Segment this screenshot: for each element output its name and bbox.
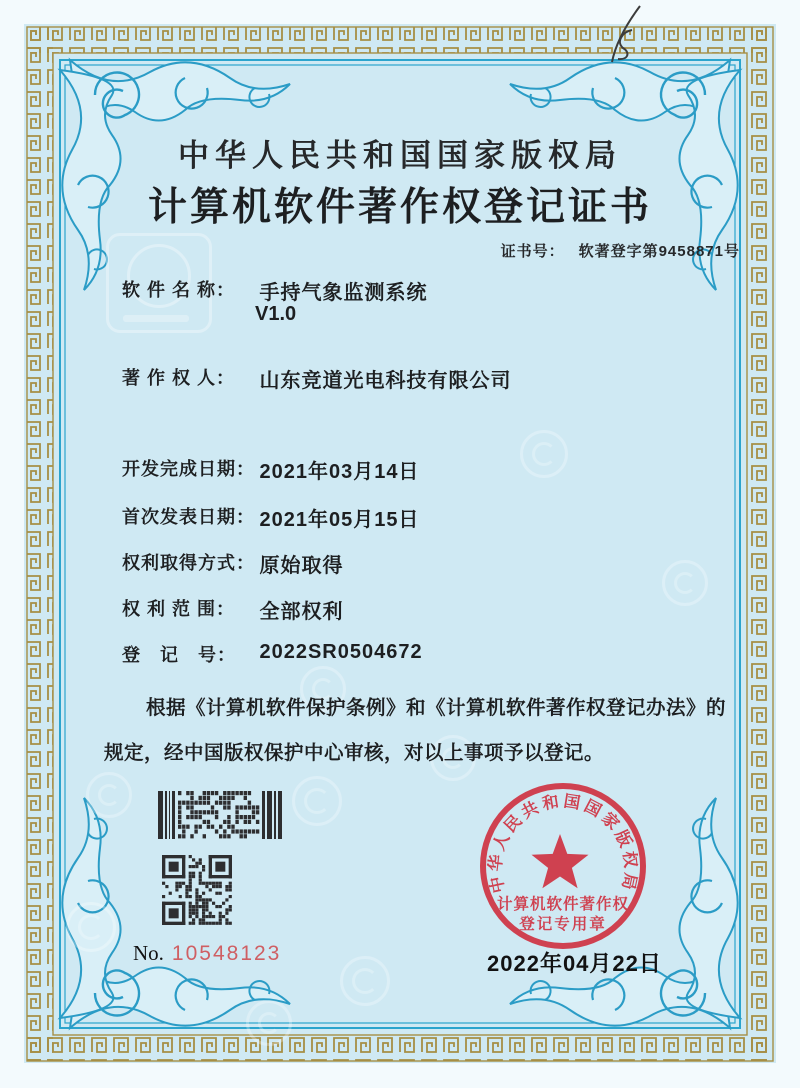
certificate-title: 计算机软件著作权登记证书	[147, 186, 652, 229]
statement-line-2: 规定，经中国版权保护中心审核，对以上事项予以登记。	[104, 742, 605, 764]
field-value: 山东竞道光电科技有限公司	[259, 370, 512, 392]
field-value: 2022SR0504672	[259, 641, 423, 663]
field-label: 开发完成日期：	[122, 459, 255, 479]
g-watermark	[340, 956, 390, 1006]
barcode-2d-icon	[158, 791, 282, 839]
certificate-number-label: 证书号：	[500, 243, 565, 260]
seal-ring-text: 中华人民共和国国家版权局	[486, 792, 640, 895]
g-watermark	[86, 772, 132, 818]
field-row-first-publish-date	[122, 503, 419, 532]
seal-line-2: 登记专用章	[519, 916, 607, 933]
gold-border-top	[27, 27, 773, 53]
field-label: 权 利 范 围：	[122, 599, 236, 619]
qr-code-icon	[162, 855, 232, 925]
field-row-registration-number	[122, 641, 423, 667]
field-label: 权利取得方式：	[122, 553, 255, 573]
statement-line-1: 根据《计算机软件保护条例》和《计算机软件著作权登记办法》的	[146, 697, 727, 719]
field-row-dev-complete-date	[122, 455, 419, 484]
field-row-software-name	[122, 276, 427, 305]
gold-border-bottom	[27, 1035, 773, 1061]
certificate-number-value: 软著登字第9458871号	[578, 243, 740, 260]
authority-title: 中华人民共和国国家版权局	[178, 138, 622, 173]
issue-date: 2022年04月22日	[487, 951, 662, 976]
field-label: 登 记 号：	[122, 645, 236, 665]
field-label: 软 件 名 称：	[122, 280, 236, 300]
field-value: 全部权利	[259, 601, 344, 623]
certificate-number-line	[501, 240, 740, 261]
field-value: 2021年03月14日	[259, 461, 420, 483]
field-value: 手持气象监测系统	[259, 282, 428, 304]
g-watermark	[246, 1000, 292, 1046]
red-star-icon	[532, 834, 589, 888]
g-watermark	[520, 430, 568, 478]
field-label: 著 作 权 人：	[122, 368, 236, 388]
field-label: 首次发表日期：	[122, 507, 255, 527]
field-value: 原始取得	[259, 555, 344, 577]
field-value: 2021年05月15日	[259, 509, 420, 531]
serial-number-line	[133, 941, 281, 966]
g-watermark	[292, 776, 342, 826]
field-row-rights-scope	[122, 595, 343, 624]
field-row-acquisition-method	[122, 549, 343, 578]
serial-prefix: No.	[133, 941, 164, 965]
g-watermark	[66, 902, 116, 952]
software-version: V1.0	[255, 303, 297, 325]
g-watermark	[662, 560, 708, 606]
serial-number: 10548123	[171, 942, 282, 965]
field-row-copyright-owner	[122, 364, 511, 393]
seal-line-1: 计算机软件著作权	[496, 896, 630, 913]
